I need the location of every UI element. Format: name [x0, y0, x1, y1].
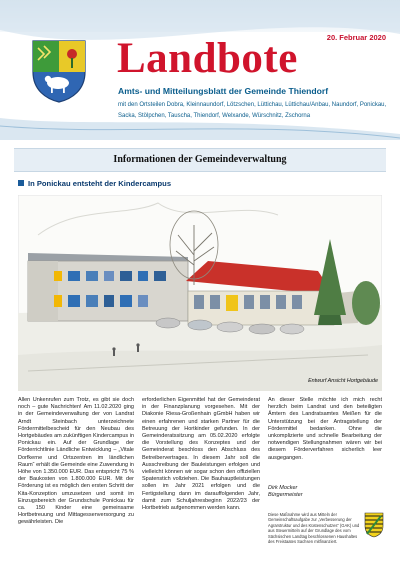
funding-note: Diese Maßnahme wird aus Mitteln der Gemeinschaftsaufgabe zur „Verbesserung der Agrarstruktur und des Küstenschutzes“ (GAK) und aus Steuermitteln auf der Grundlage des vom Sächsischen Landtag beschlossenen Haushaltes des Freistaates Sachsen mitfinanziert. [268, 512, 360, 545]
signature-role: Bürgermeister [268, 492, 303, 498]
village-list: mit den Ortsteilen Dobra, Kleinnaundorf, Lötzschen, Lüttichau, Lüttichau/Anbau, Naundorf, Ponickau, Sacka, Stölpchen, Tauscha, Thiendorf, Welxande, Würschnitz, Zschorna [118, 102, 387, 119]
illustration-caption: Entwurf Ansicht Hortgebäude [308, 378, 378, 384]
signature-name: Dirk Mocker [268, 485, 298, 491]
article-column-2 [142, 397, 260, 557]
column-1-text: Allen Unkenrufen zum Trotz, es gibt sie doch noch – gute Nachrichten! Am 11.02.2020 ging in der Gemeindeverwaltung der von Landrat Arndt Steinbach unterzeichnete Fördermittelbescheid für den Neubau des Hortgebäudes am zukünftigen Kindercampus in Ponickau ein. Auf der Grundlage der Förderrichtlinie Ländliche Entwicklung – „Vitale Dorfkerne und Ortszentren im ländlichen Raum“ erhält die Gemeinde eine Zuwendung in Höhe von 1.350.000 EUR. Das entspricht 75 % der Baukosten von 1.800.000 EUR. Mit der Förderung ist es möglich den ersten Schritt der Kita-Konzeption umzusetzen und somit im Einzugsbereich der Grundschule Ponickau für ca. 150 Kinder eine gemeinsame Hortbetreuung und Mittagessenversorgung zu gewährleisten. Die [18, 397, 134, 526]
municipal-coat-of-arms-icon [30, 38, 88, 104]
issue-date: 20. Februar 2020 [326, 33, 386, 42]
bullet-icon [18, 180, 24, 186]
article-heading [18, 179, 171, 188]
section-banner [14, 148, 386, 172]
article-column-1 [18, 397, 134, 557]
section-title: Informationen der Gemeindeverwaltung [113, 154, 287, 165]
masthead-subtitle: Amts- und Mitteilungsblatt der Gemeinde Thiendorf [118, 86, 329, 96]
masthead-title: Landbote [117, 35, 298, 82]
article-heading-text: In Ponickau entsteht der Kindercampus [28, 179, 172, 188]
building-illustration [18, 195, 382, 391]
column-2-text: erforderlichen Eigenmittel hat der Gemeinderat in der Finanzplanung vorgesehen. Mit der Diakonie Riesa-Großenhain gGmbH haben wir einen erfahrenen und starken Partner für die Betreuung der Hortkinder gefunden. In der Gemeinderatssitzung am 05.02.2020 erfolgte die Vorstellung des Konzeptes und der Gemeinderat beschloss den Abschluss des Betreibervertrages. In diesem Jahr soll die Ausschreibung der Bauleistungen erfolgen und vielleicht können wir sogar schon den offiziellen Spatenstich vollziehen. Die Bauhauptleistungen sollen im Jahr 2021 erfolgen und die Fertigstellung dann im darauffolgenden Jahr, damit zum Schuljahresbeginn 2022/23 der Hortbetrieb aufgenommen werden kann. [142, 397, 260, 512]
saxony-coat-of-arms-icon [364, 512, 384, 538]
column-3-text: An dieser Stelle möchte ich mich recht herzlich beim Landrat und den beteiligten Ämtern des Landratsamtes Meißen für die Unterstützung bei der Antragstellung der Fördermittel bedanken. Ohne die unkomplizierte und schnelle Bearbeitung der notwendigen Stellungnahmen wären wir bei diesem Förderverfahren sicherlich leer ausgegangen. [268, 397, 382, 461]
article-column-3 [268, 397, 382, 462]
